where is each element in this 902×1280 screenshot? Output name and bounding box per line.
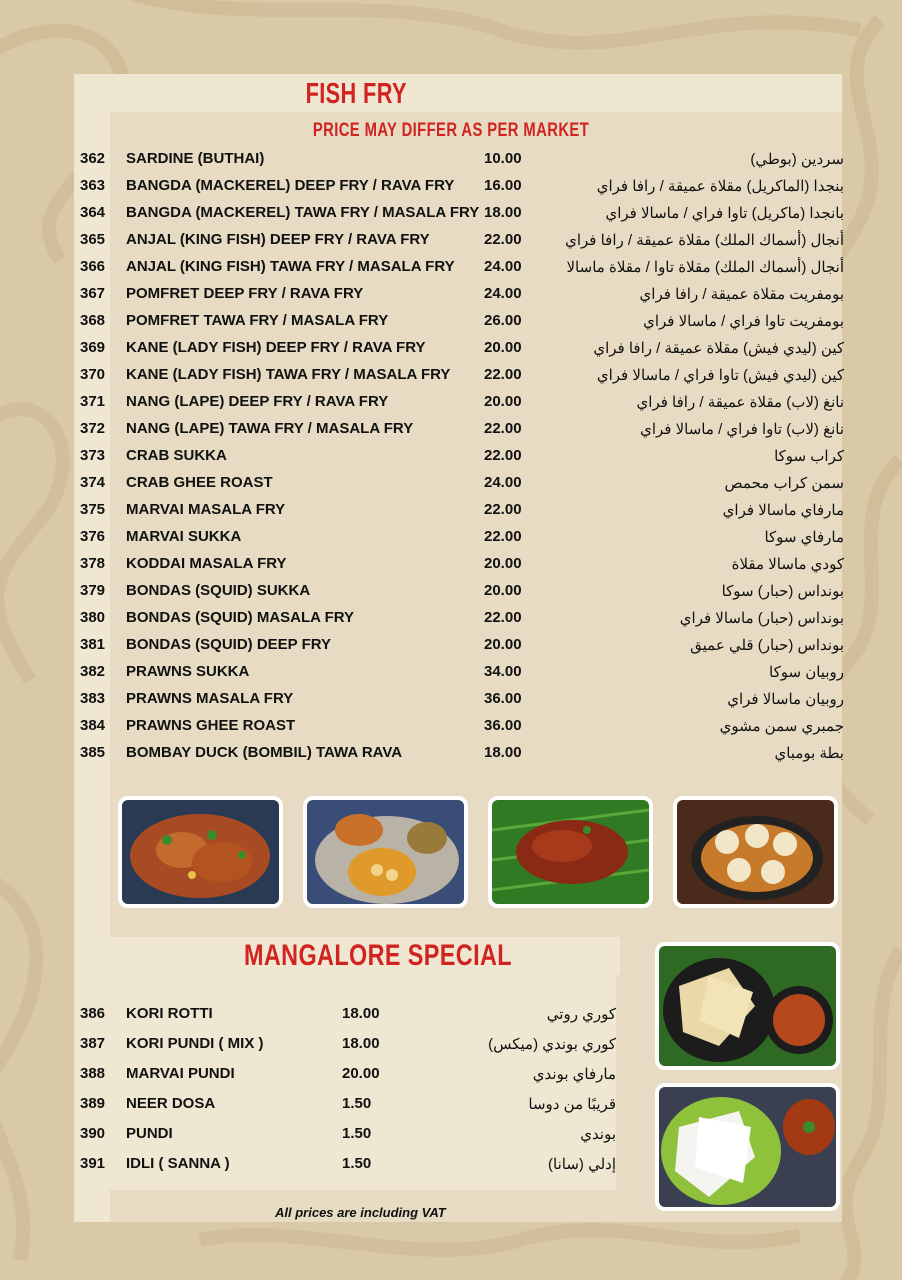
item-name-arabic: روبيان سوكا [769,664,844,681]
item-name-arabic: بوندي [580,1126,616,1143]
item-number: 375 [80,501,106,518]
item-number: 363 [80,177,106,194]
item-name: CRAB GHEE ROAST [126,474,273,491]
item-name-arabic: نانغ (لاب) مقلاة عميقة / رافا فراي [636,394,844,411]
item-name: BANGDA (MACKEREL) DEEP FRY / RAVA FRY [126,177,455,194]
item-name: IDLI ( SANNA ) [126,1155,230,1172]
item-number: 385 [80,744,106,761]
item-number: 376 [80,528,106,545]
item-name: ANJAL (KING FISH) DEEP FRY / RAVA FRY [126,231,430,248]
item-number: 383 [80,690,106,707]
item-name: PRAWNS SUKKA [126,663,250,680]
item-name: PRAWNS GHEE ROAST [126,717,296,734]
item-name-arabic: كوري بوندي (ميكس) [488,1036,616,1053]
item-price: 1.50 [342,1125,372,1142]
section-subtitle-price-note: PRICE MAY DIFFER AS PER MARKET [312,120,590,141]
item-name-arabic: روبيان ماسالا فراي [727,691,844,708]
item-name: POMFRET TAWA FRY / MASALA FRY [126,312,389,329]
item-number: 371 [80,393,106,410]
item-name: POMFRET DEEP FRY / RAVA FRY [126,285,364,302]
item-price: 20.00 [484,393,522,410]
item-number: 364 [80,204,106,221]
item-price: 26.00 [484,312,522,329]
item-number: 362 [80,150,106,167]
item-name-arabic: بومفريت مقلاة عميقة / رافا فراي [639,286,844,303]
item-price: 20.00 [484,339,522,356]
item-name: KANE (LADY FISH) DEEP FRY / RAVA FRY [126,339,426,356]
item-price: 22.00 [484,420,522,437]
item-price: 18.00 [342,1005,380,1022]
item-name: BONDAS (SQUID) MASALA FRY [126,609,355,626]
menu-item-row [0,744,902,771]
item-name-arabic: نانغ (لاب) تاوا فراي / ماسالا فراي [640,421,844,438]
menu-item-row [0,420,902,447]
item-price: 22.00 [484,447,522,464]
item-name: BONDAS (SQUID) SUKKA [126,582,311,599]
menu-item-row [0,717,902,744]
vat-note: All prices are including VAT [275,1205,446,1220]
item-number: 381 [80,636,106,653]
item-name: KORI PUNDI ( MIX ) [126,1035,264,1052]
item-name: CRAB SUKKA [126,447,227,464]
item-name-arabic: كين (ليدي فيش) مقلاة عميقة / رافا فراي [593,340,844,357]
item-name: KORI ROTTI [126,1005,213,1022]
item-price: 36.00 [484,690,522,707]
menu-item-row [0,339,902,366]
item-name: MARVAI MASALA FRY [126,501,286,518]
item-price: 24.00 [484,285,522,302]
item-name: NANG (LAPE) DEEP FRY / RAVA FRY [126,393,389,410]
item-price: 22.00 [484,609,522,626]
item-name: NANG (LAPE) TAWA FRY / MASALA FRY [126,420,414,437]
menu-item-row [0,312,902,339]
item-price: 18.00 [484,204,522,221]
item-name-arabic: بونداس (حبار) سوكا [721,583,844,600]
item-name-arabic: بونداس (حبار) قلي عميق [690,637,844,654]
item-price: 1.50 [342,1095,372,1112]
photo-rotti-curry [655,942,840,1070]
menu-item-row [0,231,902,258]
menu-item-row [0,447,902,474]
item-name-arabic: بونداس (حبار) ماسالا فراي [679,610,844,627]
item-number: 384 [80,717,106,734]
item-name: KANE (LADY FISH) TAWA FRY / MASALA FRY [126,366,451,383]
item-price: 20.00 [484,555,522,572]
item-price: 22.00 [484,366,522,383]
menu-item-row [0,636,902,663]
item-name-arabic: بنجدا (الماكريل) مقلاة عميقة / رافا فراي [596,178,844,195]
item-name-arabic: بومفريت تاوا فراي / ماسالا فراي [643,313,844,330]
item-price: 36.00 [484,717,522,734]
menu-item-row [0,582,902,609]
item-name: NEER DOSA [126,1095,216,1112]
menu-item-row [0,690,902,717]
menu-item-row [0,609,902,636]
item-number: 378 [80,555,106,572]
photo-thali-plate [303,796,468,908]
item-price: 22.00 [484,501,522,518]
item-name-arabic: قريبًا من دوسا [528,1096,616,1113]
item-price: 1.50 [342,1155,372,1172]
item-number: 379 [80,582,106,599]
menu-item-row [0,150,902,177]
item-number: 372 [80,420,106,437]
menu-item-row [0,501,902,528]
item-number: 366 [80,258,106,275]
menu-item-row [0,474,902,501]
item-number: 367 [80,285,106,302]
item-number: 389 [80,1095,106,1112]
item-name-arabic: جمبري سمن مشوي [719,718,844,735]
item-price: 20.00 [342,1065,380,1082]
item-price: 16.00 [484,177,522,194]
item-price: 18.00 [484,744,522,761]
item-number: 368 [80,312,106,329]
item-number: 386 [80,1005,106,1022]
item-name-arabic: أنجال (أسماك الملك) مقلاة تاوا / مقلاة ماسالا [566,259,844,276]
item-number: 374 [80,474,106,491]
section-title-mangalore-special: MANGALORE SPECIAL [244,939,512,972]
item-name: BANGDA (MACKEREL) TAWA FRY / MASALA FRY [126,204,480,221]
menu-item-row [0,177,902,204]
item-number: 365 [80,231,106,248]
item-name: MARVAI PUNDI [126,1065,235,1082]
item-price: 10.00 [484,150,522,167]
item-price: 24.00 [484,258,522,275]
item-price: 34.00 [484,663,522,680]
item-name: PUNDI [126,1125,173,1142]
item-name-arabic: مارفاي بوندي [532,1066,616,1083]
item-name-arabic: مارفاي سوكا [764,529,844,546]
item-price: 22.00 [484,528,522,545]
item-number: 373 [80,447,106,464]
item-name-arabic: كراب سوكا [774,448,844,465]
section-title-fish-fry: FISH FRY [305,78,407,110]
item-number: 391 [80,1155,106,1172]
item-name-arabic: إدلي (سانا) [548,1156,616,1173]
item-number: 369 [80,339,106,356]
photo-fried-fish-on-leaf [488,796,653,908]
item-name: KODDAI MASALA FRY [126,555,287,572]
item-name-arabic: سمن كراب محمص [724,475,844,492]
menu-item-row [0,555,902,582]
item-name-arabic: بانجدا (ماكريل) تاوا فراي / ماسالا فراي [605,205,844,222]
item-number: 380 [80,609,106,626]
item-price: 20.00 [484,636,522,653]
item-number: 388 [80,1065,106,1082]
item-name-arabic: بطة بومباي [774,745,844,762]
item-price: 22.00 [484,231,522,248]
photo-crab-dish [118,796,283,908]
item-name-arabic: سردين (بوطي) [750,151,844,168]
item-price: 24.00 [484,474,522,491]
item-name: ANJAL (KING FISH) TAWA FRY / MASALA FRY [126,258,455,275]
photo-idli-curry [673,796,838,908]
item-name: PRAWNS MASALA FRY [126,690,294,707]
item-number: 382 [80,663,106,680]
item-price: 20.00 [484,582,522,599]
item-name: BONDAS (SQUID) DEEP FRY [126,636,332,653]
item-name: MARVAI SUKKA [126,528,242,545]
item-number: 390 [80,1125,106,1142]
menu-item-row [0,285,902,312]
item-number: 370 [80,366,106,383]
menu-item-row [0,366,902,393]
item-name-arabic: كوري روتي [546,1006,616,1023]
item-name-arabic: كودي ماسالا مقلاة [731,556,844,573]
item-name-arabic: أنجال (أسماك الملك) مقلاة عميقة / رافا فراي [565,232,844,249]
photo-neer-dosa-curry [655,1083,840,1211]
item-name-arabic: كين (ليدي فيش) تاوا فراي / ماسالا فراي [596,367,844,384]
menu-item-row [0,528,902,555]
item-name: SARDINE (BUTHAI) [126,150,265,167]
item-number: 387 [80,1035,106,1052]
menu-item-row [0,663,902,690]
item-price: 18.00 [342,1035,380,1052]
item-name: BOMBAY DUCK (BOMBIL) TAWA RAVA [126,744,403,761]
menu-item-row [0,393,902,420]
menu-item-row [0,258,902,285]
menu-item-row [0,204,902,231]
item-name-arabic: مارفاي ماسالا فراي [722,502,844,519]
